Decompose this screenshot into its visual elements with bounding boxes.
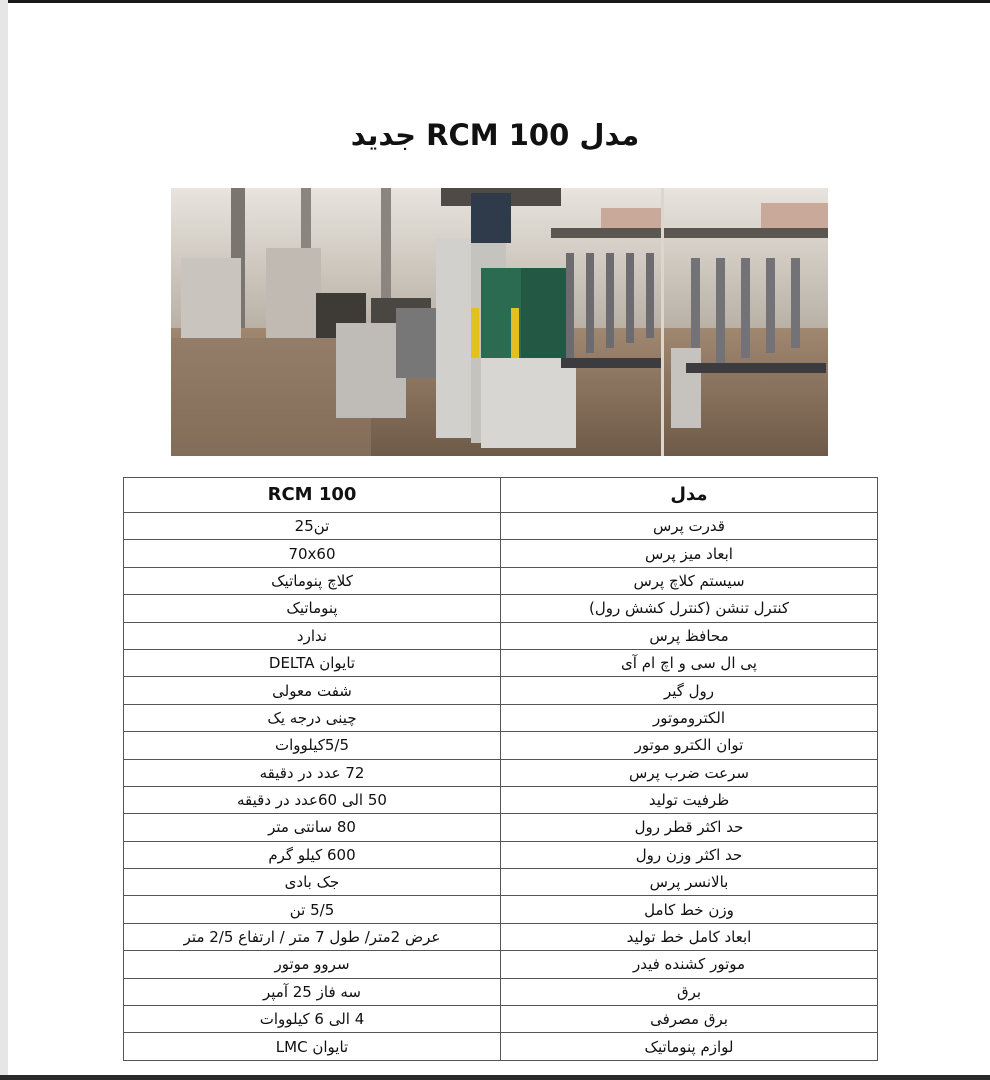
table-row [124,759,878,786]
table-row [124,1006,878,1033]
value-cell: 4 الی 6 کیلووات [124,1006,501,1033]
page-bottom-edge [0,1075,990,1080]
value-cell: تایوان LMC [124,1033,501,1060]
value-cell: جک بادی [124,869,501,896]
table-row [124,869,878,896]
table-row [124,704,878,731]
value-cell: 70x60 [124,540,501,567]
label-cell: ابعاد کامل خط تولید [501,923,878,950]
page-title: مدل RCM 100 جدید [350,118,640,152]
table-row [124,540,878,567]
table-row [124,923,878,950]
table-row [124,951,878,978]
label-cell: حد اکثر وزن رول [501,841,878,868]
value-cell: 50 الی 60عدد در دقیقه [124,786,501,813]
page-top-edge [0,0,990,3]
label-cell: حد اکثر قطر رول [501,814,878,841]
value-cell: 5/5کیلووات [124,732,501,759]
value-cell: 600 کیلو گرم [124,841,501,868]
table-row [124,978,878,1005]
value-cell: تایوان DELTA [124,649,501,676]
table-row [124,677,878,704]
label-cell: لوازم پنوماتیک [501,1033,878,1060]
table-row [124,622,878,649]
value-cell: چینی درجه یک [124,704,501,731]
label-cell: برق مصرفی [501,1006,878,1033]
value-cell: سه فاز 25 آمپر [124,978,501,1005]
label-cell: الکتروموتور [501,704,878,731]
label-cell: سیستم کلاچ پرس [501,567,878,594]
value-cell: 80 سانتی متر [124,814,501,841]
value-cell: سروو موتور [124,951,501,978]
label-cell: برق [501,978,878,1005]
value-cell: ندارد [124,622,501,649]
header-label-cell: مدل [501,478,878,513]
value-cell: عرض 2متر/ طول 7 متر / ارتفاع 2/5 متر [124,923,501,950]
table-row [124,649,878,676]
table-row [124,841,878,868]
value-cell: کلاچ پنوماتیک [124,567,501,594]
label-cell: محافظ پرس [501,622,878,649]
table-row [124,513,878,540]
value-cell: تن25 [124,513,501,540]
label-cell: ظرفیت تولید [501,786,878,813]
label-cell: توان الکترو موتور [501,732,878,759]
table-row [124,1033,878,1060]
table-row [124,595,878,622]
table-header-row [124,478,878,513]
label-cell: کنترل تنشن (کنترل کشش رول) [501,595,878,622]
label-cell: بالانسر پرس [501,869,878,896]
table-row [124,814,878,841]
label-cell: پی ال سی و اچ ام آی [501,649,878,676]
label-cell: موتور کشنده فیدر [501,951,878,978]
label-cell: رول گیر [501,677,878,704]
page-left-edge [0,0,8,1080]
label-cell: قدرت پرس [501,513,878,540]
table-row [124,896,878,923]
label-cell: سرعت ضرب پرس [501,759,878,786]
header-value-cell: RCM 100 [124,478,501,513]
value-cell: 5/5 تن [124,896,501,923]
label-cell: ابعاد میز پرس [501,540,878,567]
value-cell: شفت معولی [124,677,501,704]
specs-table [123,477,878,1061]
table-row [124,786,878,813]
machine-photo [171,188,828,456]
table-row [124,567,878,594]
table-row [124,732,878,759]
value-cell: 72 عدد در دقیقه [124,759,501,786]
value-cell: پنوماتیک [124,595,501,622]
label-cell: وزن خط کامل [501,896,878,923]
